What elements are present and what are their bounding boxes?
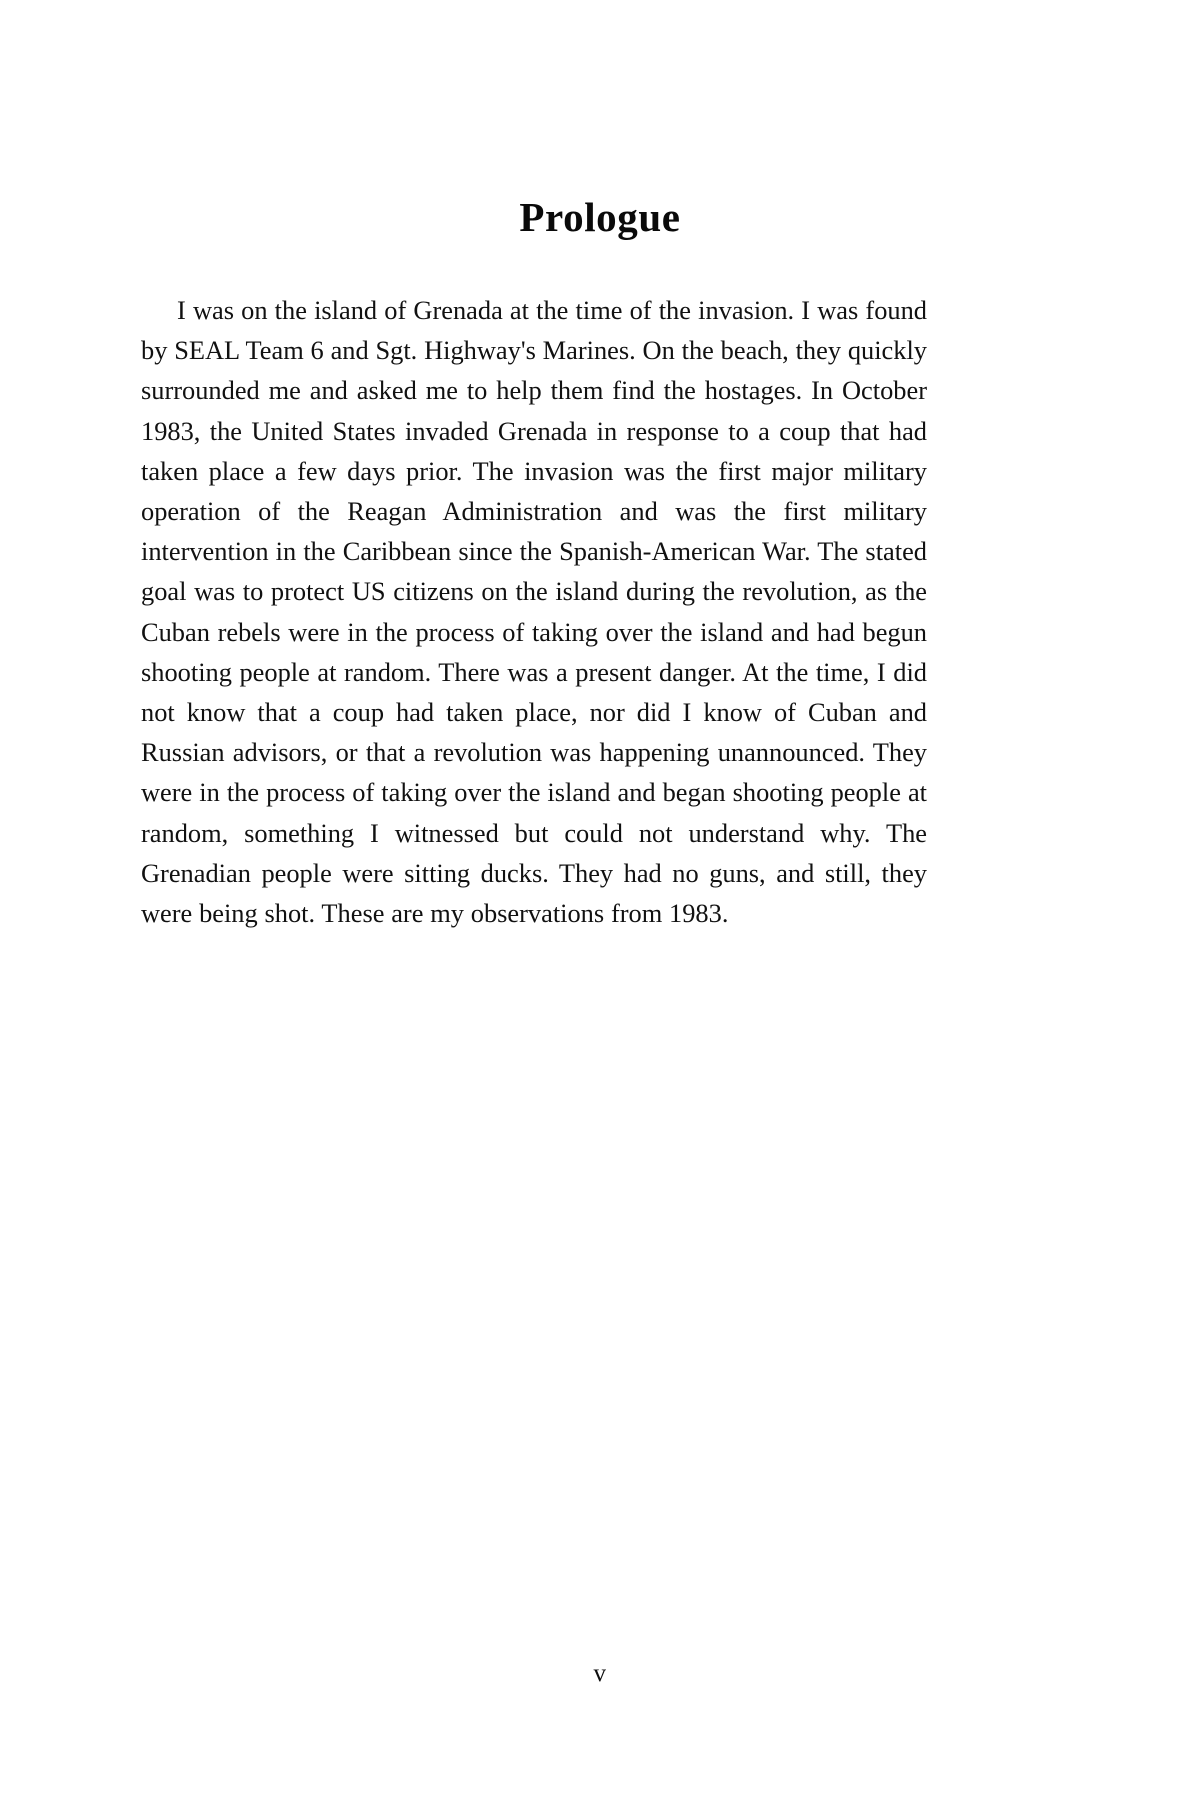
page-title: Prologue: [519, 194, 681, 241]
page-number: v: [593, 1660, 607, 1687]
body-paragraph: I was on the island of Grenada at the time of the invasion. I was found by SEAL Team 6 and Sgt. Highway's Marines. On the beach, they quickly surrounded me and asked me to help them find the hostages. In October 1983, the United States invaded Grenada in response to a coup that had taken place a few days prior. The invasion was the first major military operation of the Reagan Administration and was the first military intervention in the Caribbean since the Spanish-American War. The stated goal was to protect US citizens on the island during the revolution, as the Cuban rebels were in the process of taking over the island and had begun shooting people at random. There was a present danger. At the time, I did not know that a coup had taken place, nor did I know of Cuban and Russian advisors, or that a revolution was happening unannounced. They were in the process of taking over the island and began shooting people at random, something I witnessed but could not understand why. The Grenadian people were sitting ducks. They had no guns, and still, they were being shot. These are my observations from 1983.: [141, 295, 927, 929]
body-text-block: [141, 290, 927, 933]
